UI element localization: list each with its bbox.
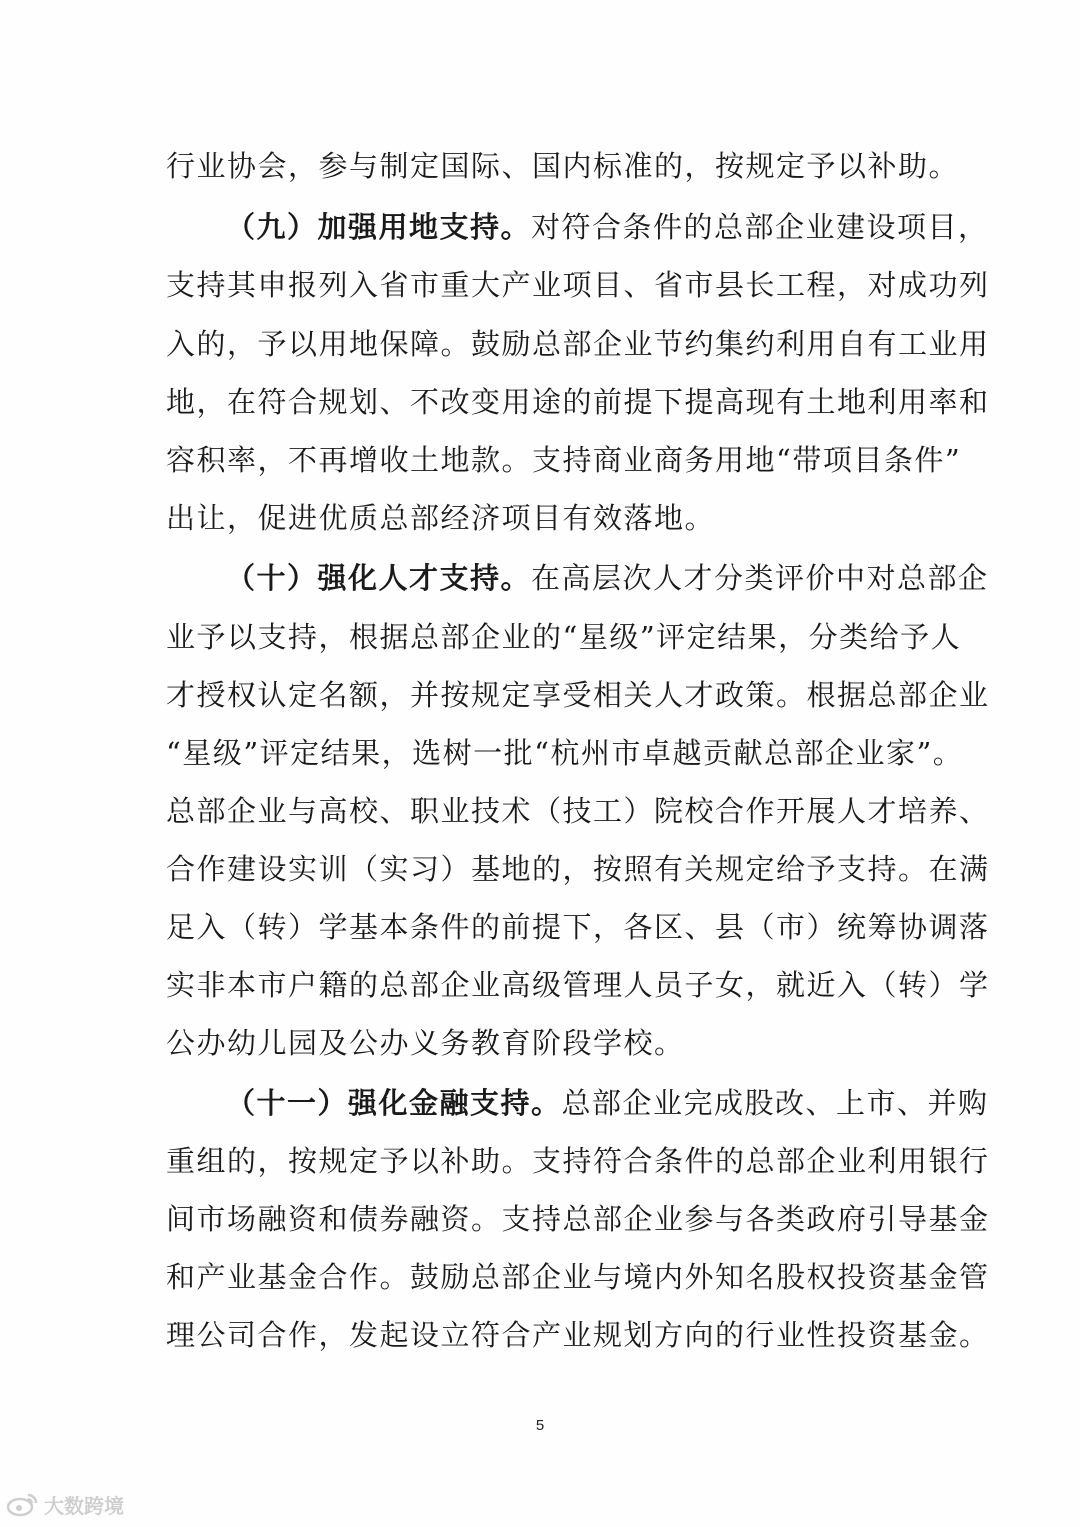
paragraph-text: 总部企业完成股改、上市、并购	[561, 1086, 989, 1120]
paragraph-line: 行业协会，参与制定国际、国内标准的，按规定予以补助。	[166, 149, 960, 183]
paragraph-line: 实非本市户籍的总部企业高级管理人员子女，就近入（转）学	[166, 968, 990, 1002]
paragraph-text: 在高层次人才分类评价中对总部企	[531, 561, 989, 595]
paragraph-line: 支持其申报列入省市重大产业项目、省市县长工程，对成功列	[166, 268, 990, 302]
paragraph-line: 理公司合作，发起设立符合产业规划方向的行业性投资基金。	[166, 1318, 990, 1352]
paragraph-line: 和产业基金合作。鼓励总部企业与境内外知名股权投资基金管	[166, 1260, 990, 1294]
weibo-logo-icon	[6, 1491, 40, 1517]
section-heading: （十一）强化金融支持。	[226, 1086, 562, 1120]
paragraph-line: 业予以支持，根据总部企业的“星级”评定结果，分类给予人	[166, 620, 962, 654]
paragraph-line: 地，在符合规划、不改变用途的前提下提高现有土地利用率和	[166, 385, 990, 419]
page-number: 5	[535, 1417, 545, 1434]
watermark-text: 大数跨境	[44, 1493, 124, 1518]
paragraph-line: 容积率，不再增收土地款。支持商业商务用地“带项目条件”	[166, 443, 962, 477]
paragraph-line: “星级”评定结果，选树一批“杭州市卓越贡献总部企业家”。	[166, 736, 964, 770]
section-9-line	[226, 209, 989, 245]
paragraph-line: 合作建设实训（实习）基地的，按照有关规定给予支持。在满	[166, 852, 990, 886]
paragraph-line: 重组的，按规定予以补助。支持符合条件的总部企业利用银行	[166, 1144, 990, 1178]
section-heading: （十）强化人才支持。	[226, 561, 532, 595]
paragraph-text: 对符合条件的总部企业建设项目，	[531, 210, 989, 244]
paragraph-line: 出让，促进优质总部经济项目有效落地。	[166, 501, 716, 535]
section-heading: （九）加强用地支持。	[226, 210, 532, 244]
paragraph-line: 才授权认定名额，并按规定享受相关人才政策。根据总部企业	[166, 678, 990, 712]
paragraph-line: 总部企业与高校、职业技术（技工）院校合作开展人才培养、	[166, 794, 990, 828]
paragraph-line: 入的，予以用地保障。鼓励总部企业节约集约利用自有工业用	[166, 327, 990, 361]
paragraph-line: 公办幼儿园及公办义务教育阶段学校。	[166, 1026, 685, 1060]
paragraph-line: 足入（转）学基本条件的前提下，各区、县（市）统筹协调落	[166, 910, 990, 944]
watermark	[6, 1488, 124, 1520]
section-10-line	[226, 560, 989, 596]
paragraph-line: 间市场融资和债券融资。支持总部企业参与各类政府引导基金	[166, 1202, 990, 1236]
section-11-line	[226, 1085, 989, 1121]
